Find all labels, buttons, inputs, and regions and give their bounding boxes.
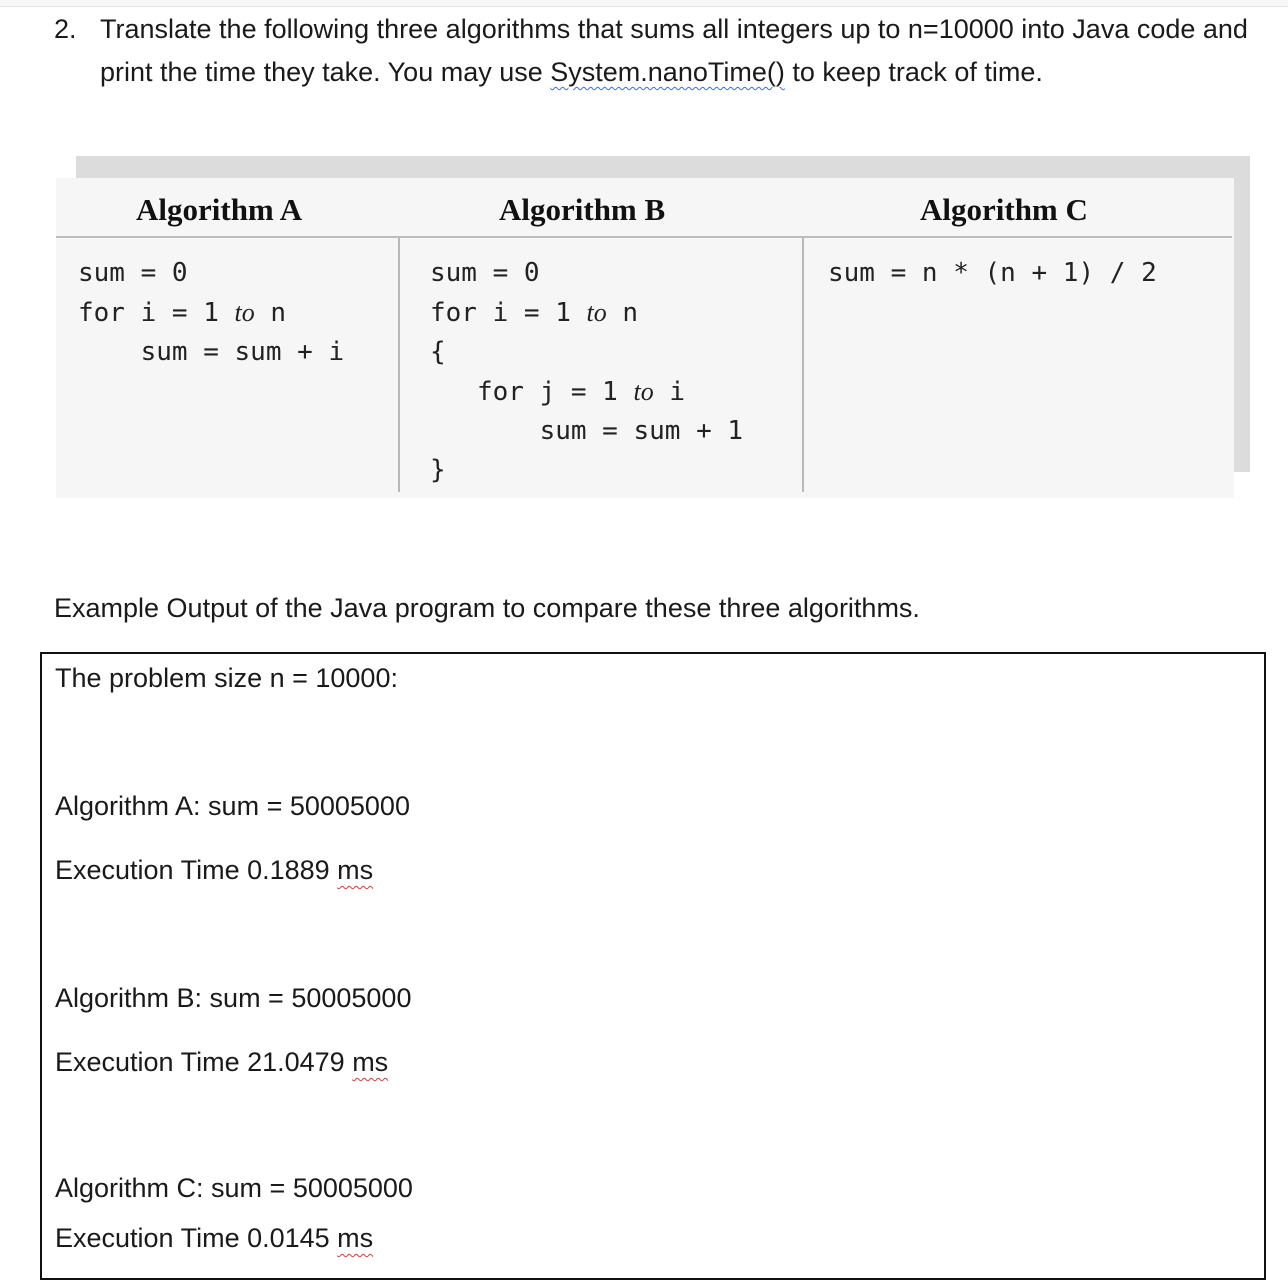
output-algorithm-b-time xyxy=(55,1042,388,1082)
code-b-line-4 xyxy=(430,372,743,412)
output-b-time-text: Execution Time 21.0479 xyxy=(55,1047,353,1077)
code-b-line-2-post: n xyxy=(606,298,639,328)
header-algorithm-b: Algorithm B xyxy=(499,192,666,227)
column-divider-1 xyxy=(398,238,400,492)
output-b-time-unit: ms xyxy=(352,1047,389,1077)
code-algorithm-a xyxy=(78,254,344,372)
output-problem-size: The problem size n = 10000: xyxy=(55,663,398,693)
header-divider xyxy=(56,236,1232,238)
code-b-line-2-pre: for i = 1 xyxy=(430,298,587,328)
output-a-time-text: Execution Time 0.1889 xyxy=(55,855,338,885)
table-shadow-top xyxy=(76,156,1250,178)
code-b-line-5: sum = sum + 1 xyxy=(430,416,744,446)
nanotime-reference: System.nanoTime() xyxy=(550,57,785,87)
code-b-line-3: { xyxy=(430,337,446,367)
code-b-line-1: sum = 0 xyxy=(430,258,540,288)
output-algorithm-c-time xyxy=(55,1218,373,1258)
code-algorithm-b xyxy=(430,254,743,490)
output-algorithm-c-sum: Algorithm C: sum = 50005000 xyxy=(55,1173,413,1203)
example-output-box xyxy=(40,652,1266,1280)
code-algorithm-c xyxy=(828,254,1157,293)
code-c-line-1: sum = n * (n + 1) / 2 xyxy=(828,258,1157,288)
output-algorithm-b-sum: Algorithm B: sum = 50005000 xyxy=(55,983,412,1013)
question-number: 2. xyxy=(54,14,77,44)
output-c-time-unit: ms xyxy=(337,1223,374,1253)
code-a-line-3: sum = sum + i xyxy=(78,337,345,367)
algorithm-table xyxy=(56,178,1234,498)
output-algorithm-a-time xyxy=(55,850,373,890)
code-a-line-2-post: n xyxy=(254,298,287,328)
header-algorithm-a: Algorithm A xyxy=(136,192,303,227)
code-b-line-6: } xyxy=(430,455,446,485)
code-a-line-2-pre: for i = 1 xyxy=(78,298,235,328)
code-b-line-4-pre: for j = 1 xyxy=(430,377,634,407)
code-b-line-4-kw: to xyxy=(633,377,654,406)
example-output-caption: Example Output of the Java program to compare these three algorithms. xyxy=(54,593,920,623)
code-a-line-1: sum = 0 xyxy=(78,258,188,288)
output-algorithm-a-sum: Algorithm A: sum = 50005000 xyxy=(55,791,410,821)
code-b-line-2 xyxy=(430,293,743,333)
question-text-start: Translate the following three algorithms that sums all integers up to n=10000 into Java code and print the time they take. You may use xyxy=(100,14,1248,87)
output-c-time-text: Execution Time 0.0145 xyxy=(55,1223,338,1253)
code-a-line-2-kw: to xyxy=(234,298,255,327)
code-b-line-4-post: i xyxy=(653,377,686,407)
output-a-time-unit: ms xyxy=(337,855,374,885)
question-text-end: to keep track of time. xyxy=(784,57,1043,87)
question-text xyxy=(100,8,1250,94)
table-shadow-right xyxy=(1234,156,1250,472)
header-algorithm-c: Algorithm C xyxy=(920,192,1088,227)
page-top-edge xyxy=(0,0,1288,7)
column-divider-2 xyxy=(802,238,804,492)
code-a-line-2 xyxy=(78,293,344,333)
code-b-line-2-kw: to xyxy=(586,298,607,327)
